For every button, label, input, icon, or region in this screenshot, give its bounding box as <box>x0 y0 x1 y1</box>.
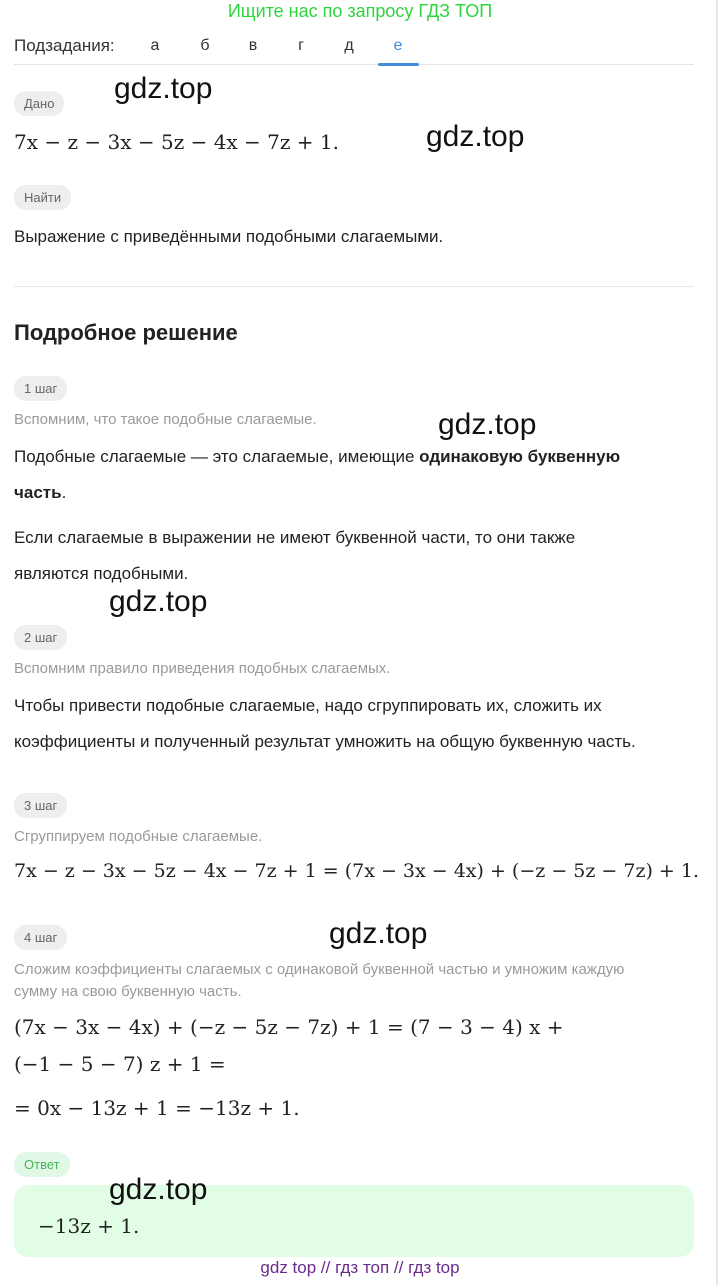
step-3-hint: Сгруппируем подобные слагаемые. <box>14 828 263 845</box>
tab-v[interactable]: в <box>248 37 258 54</box>
watermark: gdz.top <box>438 408 537 441</box>
step-2-chip: 2 шаг <box>14 625 67 650</box>
watermark: gdz.top <box>114 72 213 105</box>
step-2-hint: Вспомним правило приведения подобных слагаемых. <box>14 660 391 677</box>
find-chip: Найти <box>14 185 71 210</box>
watermark: gdz.top <box>109 1173 208 1206</box>
step-1-p1-end: . <box>61 483 67 502</box>
subtasks-label: Подзадания: <box>14 36 115 55</box>
step-1-p1-bold-1: одинаковую буквенную <box>419 447 621 466</box>
watermark: gdz.top <box>329 917 428 950</box>
tab-e-active[interactable]: е <box>393 37 403 54</box>
find-text: Выражение с приведёнными подобными слагаемыми. <box>14 227 444 246</box>
step-4-chip: 4 шаг <box>14 925 67 950</box>
step-1-paragraph-1-cont <box>14 475 66 511</box>
step-4-math-line-3: = 0x − 13z + 1 = −13z + 1. <box>14 1096 300 1120</box>
solution-heading: Подробное решение <box>14 320 238 345</box>
tab-g[interactable]: г <box>298 37 304 54</box>
footer-links[interactable]: gdz top // гдз топ // гдз top <box>260 1258 460 1277</box>
step-4-math-line-1: (7x − 3x − 4x) + (−z − 5z − 7z) + 1 = (7 − 3 − 4) x + <box>14 1015 564 1039</box>
step-4-math-line-2: (−1 − 5 − 7) z + 1 = <box>14 1052 226 1076</box>
watermark: gdz.top <box>426 120 525 153</box>
search-banner: Ищите нас по запросу ГДЗ ТОП <box>227 1 493 21</box>
answer-value: −13z + 1. <box>38 1214 140 1238</box>
step-3-math: 7x − z − 3x − 5z − 4x − 7z + 1 = (7x − 3x − 4x) + (−z − 5z − 7z) + 1. <box>14 860 700 882</box>
given-expression: 7x − z − 3x − 5z − 4x − 7z + 1. <box>14 130 339 154</box>
step-1-paragraph-2-line-1: Если слагаемые в выражении не имеют буквенной части, то они также <box>14 528 576 547</box>
step-1-hint: Вспомним, что такое подобные слагаемые. <box>14 411 317 428</box>
section-divider <box>14 286 694 287</box>
active-tab-indicator <box>378 63 419 66</box>
step-1-p1-bold-2: часть <box>14 483 62 502</box>
given-chip: Дано <box>14 91 64 116</box>
step-2-line-1: Чтобы привести подобные слагаемые, надо сгруппировать их, сложить их <box>14 696 602 715</box>
tab-a[interactable]: а <box>150 37 160 54</box>
watermark: gdz.top <box>109 585 208 618</box>
answer-chip: Ответ <box>14 1152 70 1177</box>
right-border <box>716 0 718 1285</box>
step-2-line-2: коэффициенты и полученный результат умножить на общую буквенную часть. <box>14 732 636 751</box>
tabs-divider <box>14 64 694 65</box>
step-1-paragraph-2-line-2: являются подобными. <box>14 564 189 583</box>
step-1-p1-start: Подобные слагаемые — это слагаемые, имеющие <box>14 447 420 466</box>
step-3-chip: 3 шаг <box>14 793 67 818</box>
tab-d[interactable]: д <box>344 37 354 54</box>
tab-b[interactable]: б <box>200 37 210 54</box>
step-1-chip: 1 шаг <box>14 376 67 401</box>
step-4-hint-line-1: Сложим коэффициенты слагаемых с одинаковой буквенной частью и умножим каждую <box>14 961 625 978</box>
step-1-paragraph-1 <box>14 439 694 475</box>
step-4-hint-line-2: сумму на свою буквенную часть. <box>14 983 242 1000</box>
